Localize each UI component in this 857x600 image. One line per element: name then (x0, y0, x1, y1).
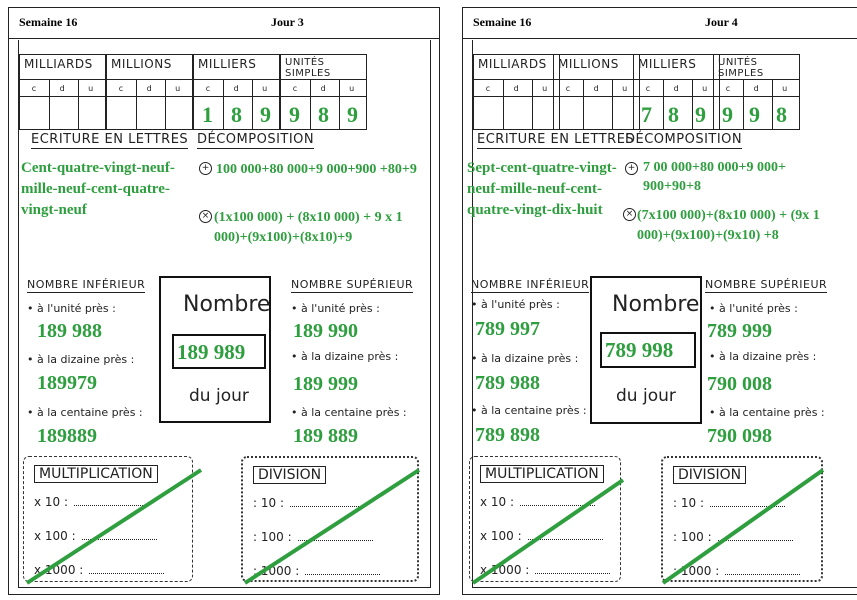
inferieur-dizaine: 189979 (37, 372, 97, 394)
multiplication-row: x 10 : (480, 495, 595, 509)
class-unites: UNITÉS SIMPLES c d u (280, 54, 367, 130)
division-strike (663, 470, 823, 583)
decomposition-add: 7 00 000+80 000+9 000+ 900+90+8 (643, 160, 786, 194)
plus-circle-icon: + (625, 162, 638, 175)
digit-dm: 8 (668, 102, 679, 127)
multiplication-strike (473, 480, 623, 583)
unite-label: • à l'unité près : (27, 302, 116, 315)
du-jour-label: du jour (189, 386, 249, 406)
decomposition-title: DÉCOMPOSITION (625, 132, 743, 147)
day-label: Jour 4 (705, 15, 738, 29)
superieur-unite: 189 990 (293, 320, 358, 342)
week-label: Semaine 16 (473, 15, 532, 29)
class-label: MILLIARDS (478, 57, 547, 71)
class-label: MILLIERS (198, 57, 257, 71)
superieur-dizaine: 189 999 (293, 373, 358, 395)
superieur-unite: 789 999 (707, 320, 772, 342)
division-row: : 10 : (673, 496, 785, 510)
class-label: MILLIONS (111, 57, 172, 71)
dizaine-label: • à la dizaine près : (27, 353, 135, 366)
centaine-label: • à la centaine près : (291, 406, 407, 419)
nombre-label: Nombre (612, 292, 700, 317)
multiplication-title: MULTIPLICATION (480, 465, 604, 483)
dizaine-label: • à la dizaine près : (291, 350, 399, 363)
digit-d: 8 (318, 102, 329, 127)
class-unites: UNITÉS SIMPLES c d u (713, 54, 800, 130)
multiplication-strike (27, 470, 201, 583)
inferieur-title: NOMBRE INFÉRIEUR (27, 278, 146, 291)
inferieur-centaine: 189889 (37, 425, 97, 447)
digit-dm: 8 (231, 102, 242, 127)
strike-lines (463, 8, 857, 596)
times-circle-icon: × (623, 208, 636, 221)
strike-lines (9, 8, 441, 596)
dizaine-label: • à la dizaine près : (471, 352, 579, 365)
class-label: MILLIONS (558, 57, 619, 71)
decomposition-mult: (1x100 000) + (8x10 000) + 9 x 1 000)+(9x100)+(8x10)+9 (214, 210, 403, 245)
unite-label: • à l'unité près : (709, 302, 798, 315)
sheet-jour-3 (8, 7, 440, 595)
superieur-title: NOMBRE SUPÉRIEUR (291, 278, 414, 291)
division-row: : 100 : (253, 530, 373, 544)
inferieur-title: NOMBRE INFÉRIEUR (471, 278, 590, 291)
division-row: : 100 : (673, 530, 793, 544)
sheet-jour-4 (462, 7, 857, 595)
digit-c: 9 (722, 102, 733, 127)
superieur-centaine: 790 098 (707, 425, 772, 447)
multiplication-row: x 1000 : (480, 563, 610, 577)
unite-label: • à l'unité près : (471, 298, 560, 311)
class-label: MILLIARDS (24, 57, 93, 71)
digit-u: 8 (776, 102, 787, 127)
digit-um: 9 (260, 102, 271, 127)
unite-label: • à l'unité près : (291, 302, 380, 315)
ecriture-answer: Cent-quatre-vingt-neuf-mille-neuf-cent-quatre-vingt-neuf (21, 160, 175, 218)
division-strike (245, 470, 419, 583)
division-row: : 1000 : (673, 564, 800, 578)
nombre-value: 189 989 (177, 340, 246, 364)
multiplication-title: MULTIPLICATION (34, 465, 158, 483)
class-label: UNITÉS SIMPLES (285, 57, 331, 79)
class-label: UNITÉS SIMPLES (718, 57, 764, 79)
centaine-label: • à la centaine près : (709, 406, 825, 419)
class-milliers: MILLIERS c d u (193, 54, 280, 130)
dizaine-label: • à la dizaine près : (709, 350, 817, 363)
digit-u: 9 (347, 102, 358, 127)
day-label: Jour 3 (271, 15, 304, 29)
division-row: : 10 : (253, 496, 365, 510)
multiplication-row: x 1000 : (34, 563, 164, 577)
digit-d: 9 (749, 102, 760, 127)
class-millions: MILLIONS c d u (106, 54, 193, 130)
ecriture-title: ECRITURE EN LETTRES (31, 132, 189, 147)
ecriture-title: ECRITURE EN LETTRES (477, 132, 635, 147)
decomposition-title: DÉCOMPOSITION (197, 132, 315, 147)
superieur-centaine: 189 889 (293, 425, 358, 447)
class-label: MILLIERS (638, 57, 697, 71)
centaine-label: • à la centaine près : (471, 404, 587, 417)
centaine-label: • à la centaine près : (27, 406, 143, 419)
times-circle-icon: × (199, 210, 212, 223)
inferieur-unite: 789 997 (475, 318, 540, 340)
nombre-label: Nombre (183, 292, 271, 317)
class-milliards: MILLIARDS c d u (19, 54, 106, 130)
digit-cm: 7 (641, 102, 652, 127)
division-title: DIVISION (253, 466, 326, 484)
digit-um: 9 (695, 102, 706, 127)
division-title: DIVISION (673, 466, 746, 484)
superieur-title: NOMBRE SUPÉRIEUR (705, 278, 828, 291)
inferieur-dizaine: 789 988 (475, 372, 540, 394)
class-milliers: MILLIERS c d u (633, 54, 720, 130)
decomposition-mult: (7x100 000)+(8x10 000) + (9x 1 000)+(9x100)+(9x10) +8 (637, 208, 820, 243)
class-millions: MILLIONS c d u (553, 54, 640, 130)
multiplication-row: x 100 : (480, 529, 603, 543)
multiplication-row: x 10 : (34, 495, 149, 509)
division-row: : 1000 : (253, 564, 380, 578)
inferieur-unite: 189 988 (37, 320, 102, 342)
multiplication-row: x 100 : (34, 529, 157, 543)
digit-c: 9 (289, 102, 300, 127)
week-label: Semaine 16 (19, 15, 78, 29)
plus-circle-icon: + (199, 162, 212, 175)
ecriture-answer: Sept-cent-quatre-vingt-neuf-mille-neuf-cent-quatre-vingt-dix-huit (467, 160, 617, 218)
inferieur-centaine: 789 898 (475, 424, 540, 446)
superieur-dizaine: 790 008 (707, 373, 772, 395)
nombre-value: 789 998 (605, 338, 674, 362)
decomposition-add: 100 000+80 000+9 000+900 +80+9 (216, 162, 417, 177)
du-jour-label: du jour (616, 386, 676, 406)
digit-cm: 1 (202, 102, 213, 127)
class-milliards: MILLIARDS c d u (473, 54, 560, 130)
